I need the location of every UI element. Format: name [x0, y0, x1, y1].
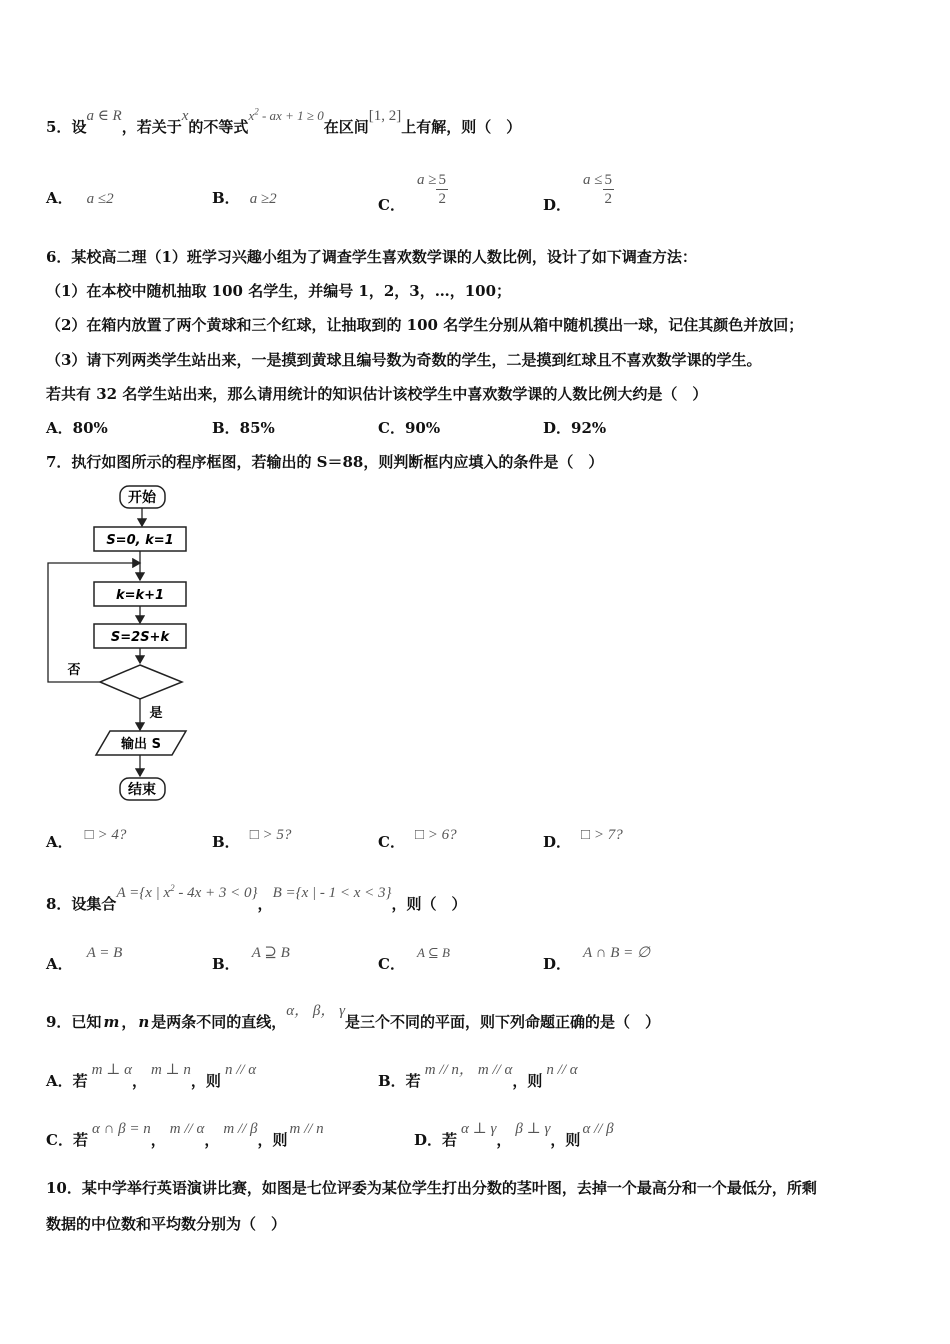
q9-option-b[interactable]: B．若m // n， m // α，则n // α: [378, 1062, 578, 1090]
q10-stem-line2: 数据的中位数和平均数分别为（ ）: [46, 1215, 287, 1233]
q8-option-a[interactable]: A．A = B: [46, 945, 123, 973]
q5-option-a[interactable]: A． a ≤2: [46, 189, 114, 207]
q9-option-c[interactable]: C．若α ∩ β = n，m // α，m // β，则m // n: [46, 1121, 324, 1149]
flow-start-label: 开始: [128, 490, 156, 506]
flow-step2-label: S=2S+k: [110, 630, 170, 645]
q8-math-set-b: B ={x | - 1 < x < 3}: [272, 885, 392, 901]
q6-stem-line1: 6．某校高二理（1）班学习兴趣小组为了调查学生喜欢数学课的人数比例，设计了如下调查方法：: [46, 248, 697, 266]
q6-stem-line2: （1）在本校中随机抽取 100 名学生，并编号 1，2，3，…，100；: [46, 282, 512, 300]
q5-option-d-fraction: $\frac{5}{2}$: [604, 172, 612, 207]
q6-stem-line3: （2）在箱内放置了两个黄球和三个红球，让抽取到的 100 名学生分别从箱中随机摸出一球，记住其颜色并放回；: [46, 316, 804, 334]
q5-stem: 5．设a ∈ R，若关于x的不等式$x^2$ - ax + 1 ≥ 0在区间[1, 2]上有解，则（ ）: [46, 106, 522, 136]
q7-option-d[interactable]: D． □ > 7?: [543, 827, 623, 851]
q6-option-d[interactable]: D．92%: [543, 419, 607, 437]
q9-math-planes: α， β， γ: [286, 1003, 346, 1019]
flow-step1-label: k=k+1: [115, 588, 165, 603]
q7-option-b[interactable]: B． □ > 5?: [212, 827, 292, 851]
flow-no-label: 否: [67, 663, 81, 678]
q8-option-d[interactable]: D．A ∩ B = ∅: [543, 945, 651, 973]
q9-option-a[interactable]: A．若m ⊥ α，m ⊥ n，则n // α: [46, 1062, 257, 1090]
q6-stem-line4: （3）请下列两类学生站出来，一是摸到黄球且编号数为奇数的学生，二是摸到红球且不喜欢数学课的学生。: [46, 351, 762, 369]
q8-option-c[interactable]: C．A ⊆ B: [378, 945, 450, 973]
q5-math-a-in-r: a ∈ R: [86, 108, 122, 124]
q6-option-b[interactable]: B．85%: [212, 419, 275, 437]
q9-option-d[interactable]: D．若α ⊥ γ，β ⊥ γ，则α // β: [414, 1121, 614, 1149]
flow-decision-node: [100, 665, 182, 699]
flow-yes-label: 是: [149, 706, 163, 721]
q9-stem: 9．已知 m ， n 是两条不同的直线，α， β， γ是三个不同的平面，则下列命题正确的是（ ）: [46, 1003, 661, 1031]
q6-option-c[interactable]: C．90%: [378, 419, 441, 437]
q5-math-inequality: $x^2$ - ax + 1 ≥ 0: [248, 106, 324, 123]
q8-stem: 8．设集合A ={x | $x^2 - 4x + 3 < 0$}，B ={x | - 1 < x < 3}，则（ ）: [46, 883, 467, 913]
q7-flowchart: [40, 480, 200, 810]
q5-math-interval: [1, 2]: [368, 108, 402, 124]
q5-option-c[interactable]: C．a ≥ $\frac{5}{2}$: [378, 171, 446, 214]
q8-option-b[interactable]: B．A ⊇ B: [212, 945, 290, 973]
q5-option-b[interactable]: B． a ≥2: [212, 189, 277, 207]
q10-stem-line1: 10．某中学举行英语演讲比赛，如图是七位评委为某位学生打出分数的茎叶图，去掉一个最高分和一个最低分，所剩: [46, 1179, 817, 1197]
q5-option-d[interactable]: D．a ≤ $\frac{5}{2}$: [543, 171, 612, 214]
q5-math-x: x: [181, 108, 189, 124]
q7-option-a[interactable]: A． □ > 4?: [46, 827, 127, 851]
q8-math-set-a: A ={x | $x^2 - 4x + 3 < 0$}: [116, 883, 258, 901]
q6-stem-line5: 若共有 32 名学生站出来，那么请用统计的知识估计该校学生中喜欢数学课的人数比例大约是（ ）: [46, 385, 708, 403]
q7-option-c[interactable]: C． □ > 6?: [378, 827, 457, 851]
flow-output-label: 输出 S: [121, 737, 161, 752]
flow-init-label: S=0, k=1: [106, 533, 174, 548]
q5-option-c-fraction: $\frac{5}{2}$: [438, 172, 446, 207]
flow-end-label: 结束: [128, 782, 156, 798]
q6-option-a[interactable]: A．80%: [46, 419, 108, 437]
q7-stem: 7．执行如图所示的程序框图，若输出的 S＝88，则判断框内应填入的条件是（ ）: [46, 453, 604, 471]
